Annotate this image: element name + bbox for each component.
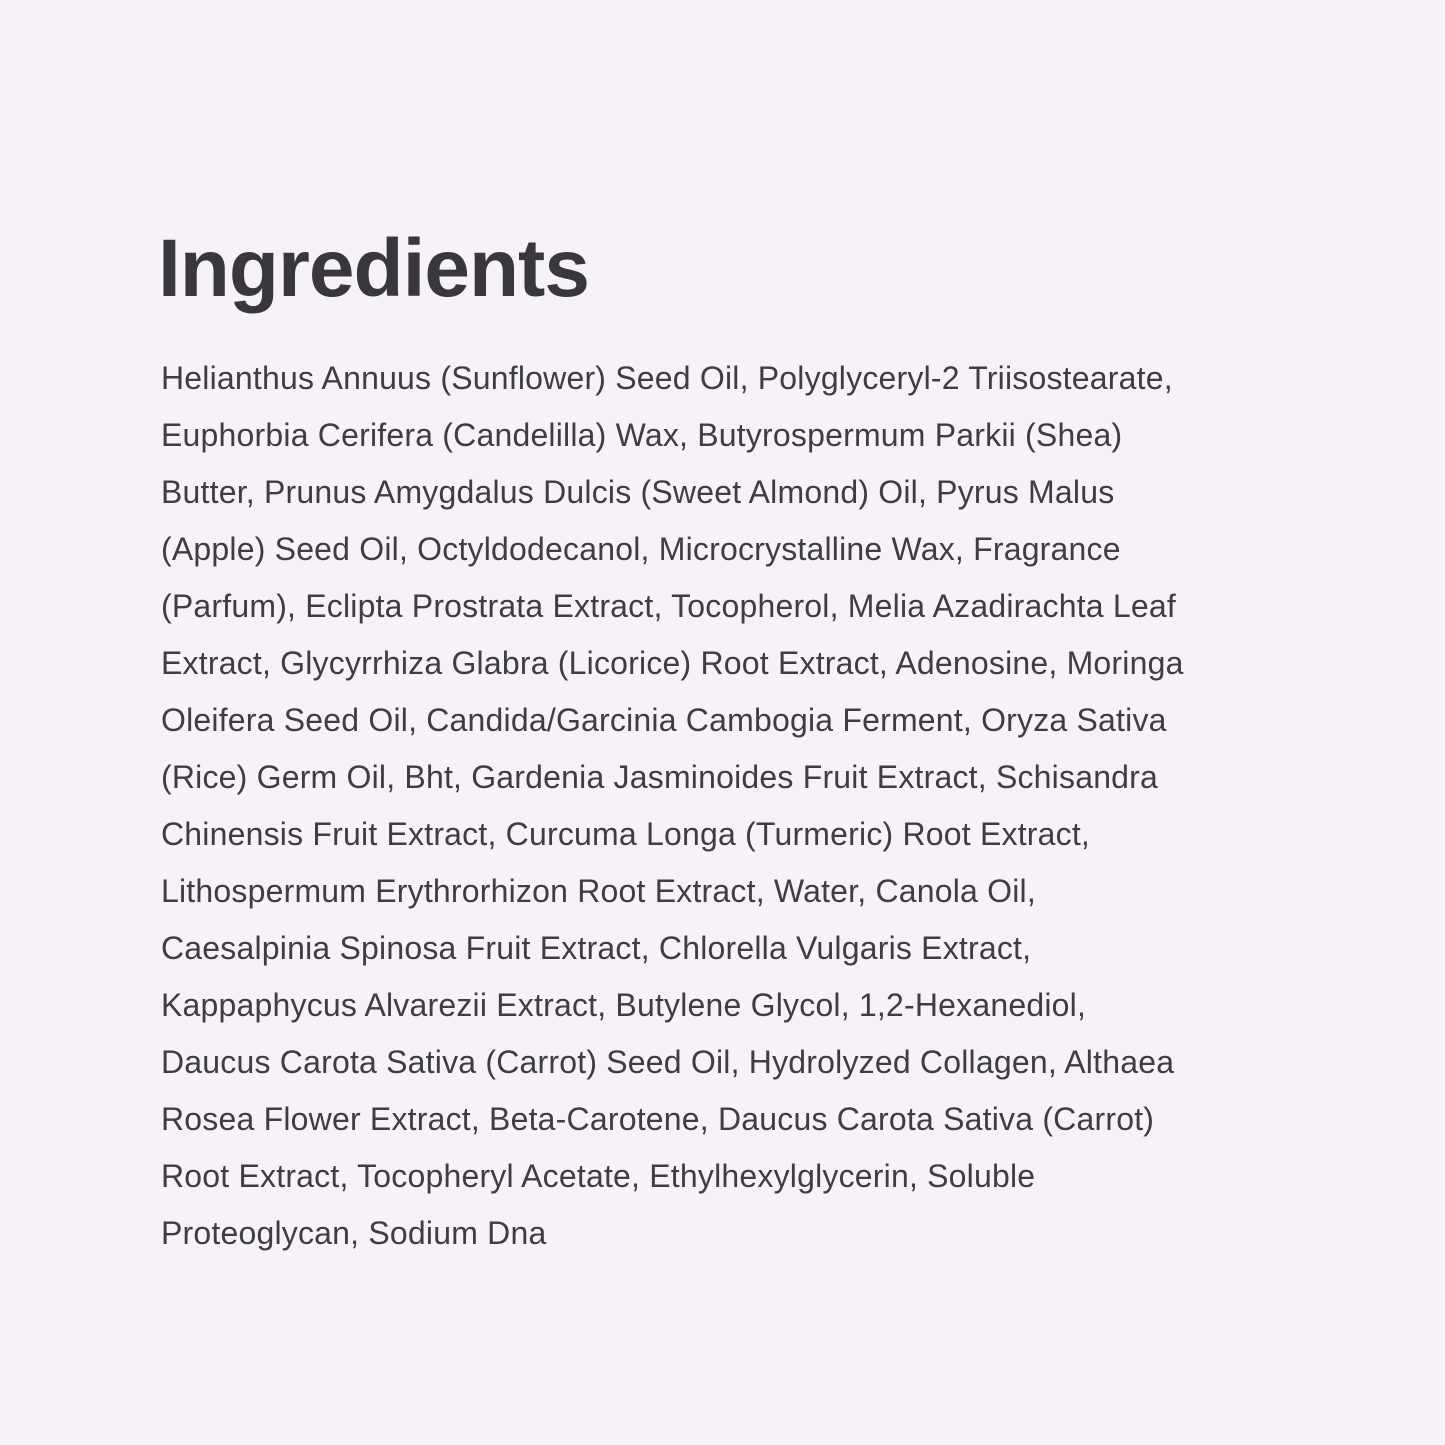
ingredients-line: Proteoglycan, Sodium Dna	[161, 1215, 547, 1251]
ingredients-line: Butter, Prunus Amygdalus Dulcis (Sweet Almond) Oil, Pyrus Malus	[161, 474, 1115, 510]
ingredients-line: Root Extract, Tocopheryl Acetate, Ethylhexylglycerin, Soluble	[161, 1158, 1036, 1194]
page-title: Ingredients	[158, 223, 589, 314]
ingredients-line: Rosea Flower Extract, Beta-Carotene, Daucus Carota Sativa (Carrot)	[161, 1101, 1155, 1137]
ingredients-line: (Parfum), Eclipta Prostrata Extract, Tocopherol, Melia Azadirachta Leaf	[161, 588, 1176, 624]
ingredients-line: Helianthus Annuus (Sunflower) Seed Oil, Polyglyceryl-2 Triisostearate,	[161, 360, 1173, 396]
ingredients-line: Chinensis Fruit Extract, Curcuma Longa (Turmeric) Root Extract,	[161, 816, 1091, 852]
ingredients-line: Caesalpinia Spinosa Fruit Extract, Chlorella Vulgaris Extract,	[161, 930, 1032, 966]
ingredients-line: Oleifera Seed Oil, Candida/Garcinia Cambogia Ferment, Oryza Sativa	[161, 702, 1167, 738]
ingredients-line: Kappaphycus Alvarezii Extract, Butylene Glycol, 1,2-Hexanediol,	[161, 987, 1087, 1023]
ingredients-line: Lithospermum Erythrorhizon Root Extract, Water, Canola Oil,	[161, 873, 1036, 909]
ingredients-line: Extract, Glycyrrhiza Glabra (Licorice) Root Extract, Adenosine, Moringa	[161, 645, 1184, 681]
ingredients-line: Daucus Carota Sativa (Carrot) Seed Oil, Hydrolyzed Collagen, Althaea	[161, 1044, 1175, 1080]
ingredients-line: (Rice) Germ Oil, Bht, Gardenia Jasminoides Fruit Extract, Schisandra	[161, 759, 1159, 795]
ingredients-line: Euphorbia Cerifera (Candelilla) Wax, Butyrospermum Parkii (Shea)	[161, 417, 1123, 453]
ingredients-list	[161, 350, 1321, 1262]
ingredients-line: (Apple) Seed Oil, Octyldodecanol, Microcrystalline Wax, Fragrance	[161, 531, 1121, 567]
